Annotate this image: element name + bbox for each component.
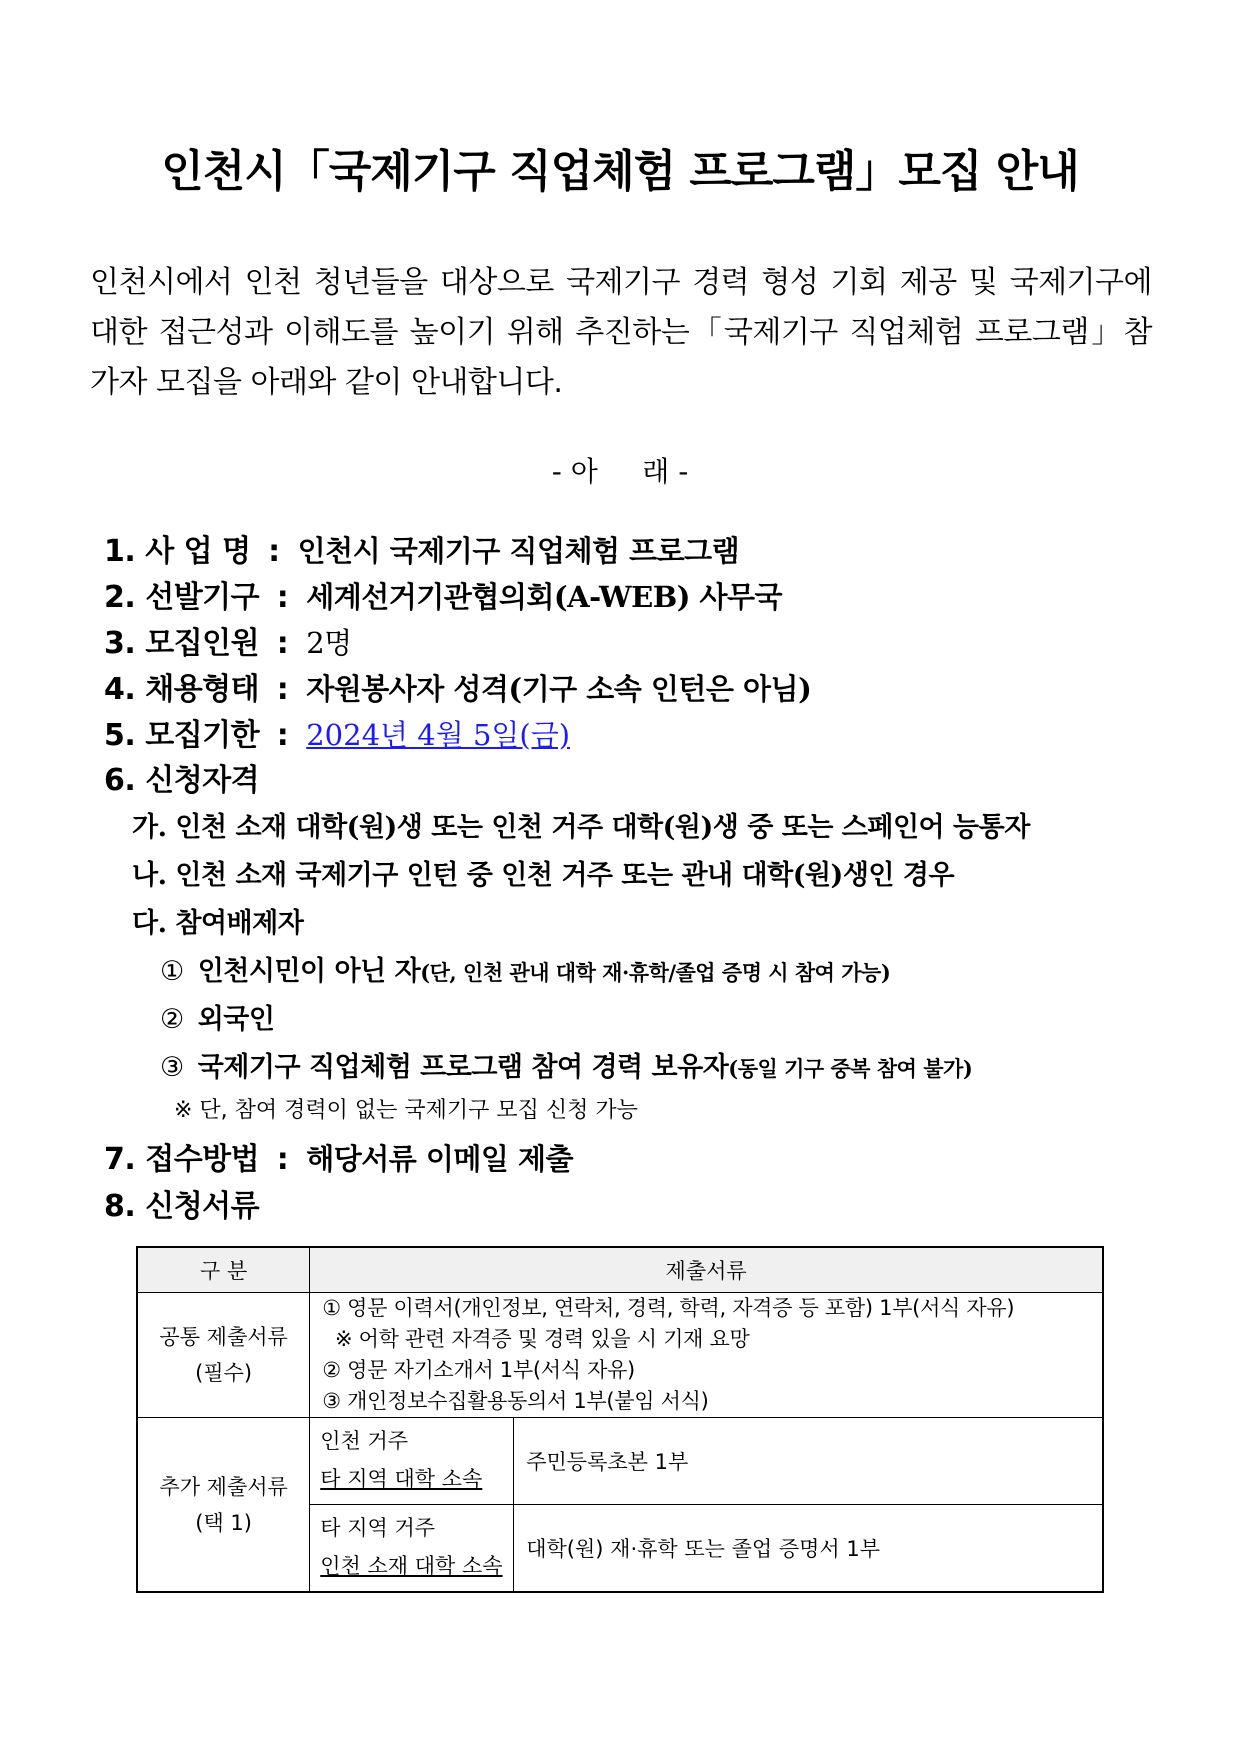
- condition-line: 타 지역 거주: [320, 1516, 436, 1540]
- item-program-name: [104, 528, 739, 575]
- table-row: [137, 1293, 1103, 1418]
- circled-number: ③: [160, 1052, 184, 1083]
- category-additional: [137, 1418, 310, 1593]
- item-value: 세계선거기관협의회(A-WEB) 사무국: [306, 580, 783, 614]
- item-colon: :: [276, 626, 289, 661]
- table-row: [137, 1418, 1103, 1505]
- item-colon: :: [276, 718, 289, 753]
- item-value: 2명: [306, 626, 352, 660]
- eligibility-na: 나. 인천 소재 국제기구 인턴 중 인천 거주 또는 관내 대학(원)생인 경우: [132, 860, 955, 891]
- item-label: 5. 모집기한: [104, 718, 260, 753]
- item-colon: :: [268, 534, 281, 569]
- category-sublabel: (택 1): [195, 1510, 252, 1535]
- exclusion-text: 외국인: [197, 1004, 275, 1035]
- exclusion-detail: (동일 기구 중복 참여 불가): [728, 1056, 973, 1081]
- item-colon: :: [276, 672, 289, 707]
- category-common: [137, 1293, 310, 1418]
- item-label: 8. 신청서류: [104, 1189, 260, 1224]
- exclusion-item: [160, 998, 274, 1042]
- common-docs-cell: [310, 1293, 1103, 1418]
- item-submission-method: [104, 1136, 573, 1183]
- eligibility-da: 다. 참여배제자: [132, 908, 304, 939]
- documents-table: [136, 1246, 1104, 1593]
- circled-number: ①: [160, 956, 184, 987]
- item-eligibility: [104, 758, 259, 804]
- category-sublabel: (필수): [195, 1361, 253, 1385]
- condition-cell: [310, 1418, 514, 1505]
- item-label: 2. 선발기구: [104, 580, 260, 615]
- item-headcount: [104, 620, 352, 667]
- exclusion-text: 인천시민이 아닌 자: [197, 956, 421, 987]
- exclusion-note: ※ 단, 참여 경력이 없는 국제기구 모집 신청 가능: [174, 1098, 638, 1123]
- item-value: 해당서류 이메일 제출: [306, 1142, 574, 1176]
- intro-text: 인천시에서 인천 청년들을 대상으로 국제기구 경력 형성 기회 제공 및 국제기구에 대한 접근성과 이해도를 높이기 위해 추진하는「국제기구 직업체험 프로그램」참가자 모집을 아래와 같이 안내합니다.: [90, 265, 1152, 400]
- exclusion-detail: (단, 인천 관내 대학 재·휴학/졸업 증명 시 참여 가능): [420, 960, 891, 985]
- item-organization: [104, 574, 782, 621]
- exclusion-text: 국제기구 직업체험 프로그램 참여 경력 보유자: [197, 1052, 729, 1083]
- category-label: 추가 제출서류: [159, 1474, 288, 1499]
- section-marker: - 아 래 -: [551, 455, 689, 488]
- exclusion-item: [160, 1046, 972, 1091]
- item-label: 4. 채용형태: [104, 672, 260, 707]
- item-label: 6. 신청자격: [104, 763, 260, 798]
- intro-paragraph: [90, 258, 1152, 408]
- required-doc-cell: 주민등록초본 1부: [514, 1418, 1103, 1505]
- item-value: 인천시 국제기구 직업체험 프로그램: [297, 534, 740, 568]
- circled-number: ②: [160, 1004, 184, 1035]
- doc-line: ※ 어학 관련 자격증 및 경력 있을 시 기재 요망: [322, 1327, 750, 1351]
- item-colon: :: [276, 580, 289, 615]
- exclusion-item: [160, 950, 890, 995]
- item-employment-type: [104, 666, 811, 713]
- condition-cell: [310, 1505, 514, 1593]
- page-title: 인천시「국제기구 직업체험 프로그램」모집 안내: [161, 146, 1079, 197]
- table-header-row: [137, 1247, 1103, 1293]
- item-documents: [104, 1184, 259, 1230]
- header-documents: 제출서류: [310, 1247, 1103, 1293]
- eligibility-ga: 가. 인천 소재 대학(원)생 또는 인천 거주 대학(원)생 중 또는 스페인어 능통자: [132, 812, 1030, 843]
- condition-line: 인천 소재 대학 소속: [320, 1554, 503, 1578]
- item-deadline: [104, 712, 570, 759]
- item-value: 자원봉사자 성격(기구 소속 인턴은 아님): [306, 672, 812, 706]
- doc-line: ① 영문 이력서(개인정보, 연락처, 경력, 학력, 자격증 등 포함) 1부(서식 자유): [322, 1296, 1015, 1320]
- category-label: 공통 제출서류: [159, 1325, 288, 1349]
- item-label: 7. 접수방법: [104, 1142, 260, 1177]
- required-doc-cell: 대학(원) 재·휴학 또는 졸업 증명서 1부: [514, 1505, 1103, 1593]
- doc-line: ③ 개인정보수집활용동의서 1부(붙임 서식): [322, 1389, 709, 1413]
- condition-line: 타 지역 대학 소속: [320, 1467, 483, 1491]
- doc-line: ② 영문 자기소개서 1부(서식 자유): [322, 1358, 635, 1382]
- header-category: 구 분: [137, 1247, 310, 1293]
- item-label: 1. 사 업 명: [104, 534, 251, 569]
- item-colon: :: [276, 1142, 289, 1177]
- item-label: 3. 모집인원: [104, 626, 260, 661]
- deadline-link[interactable]: 2024년 4월 5일(금): [306, 718, 571, 752]
- condition-line: 인천 거주: [320, 1429, 409, 1453]
